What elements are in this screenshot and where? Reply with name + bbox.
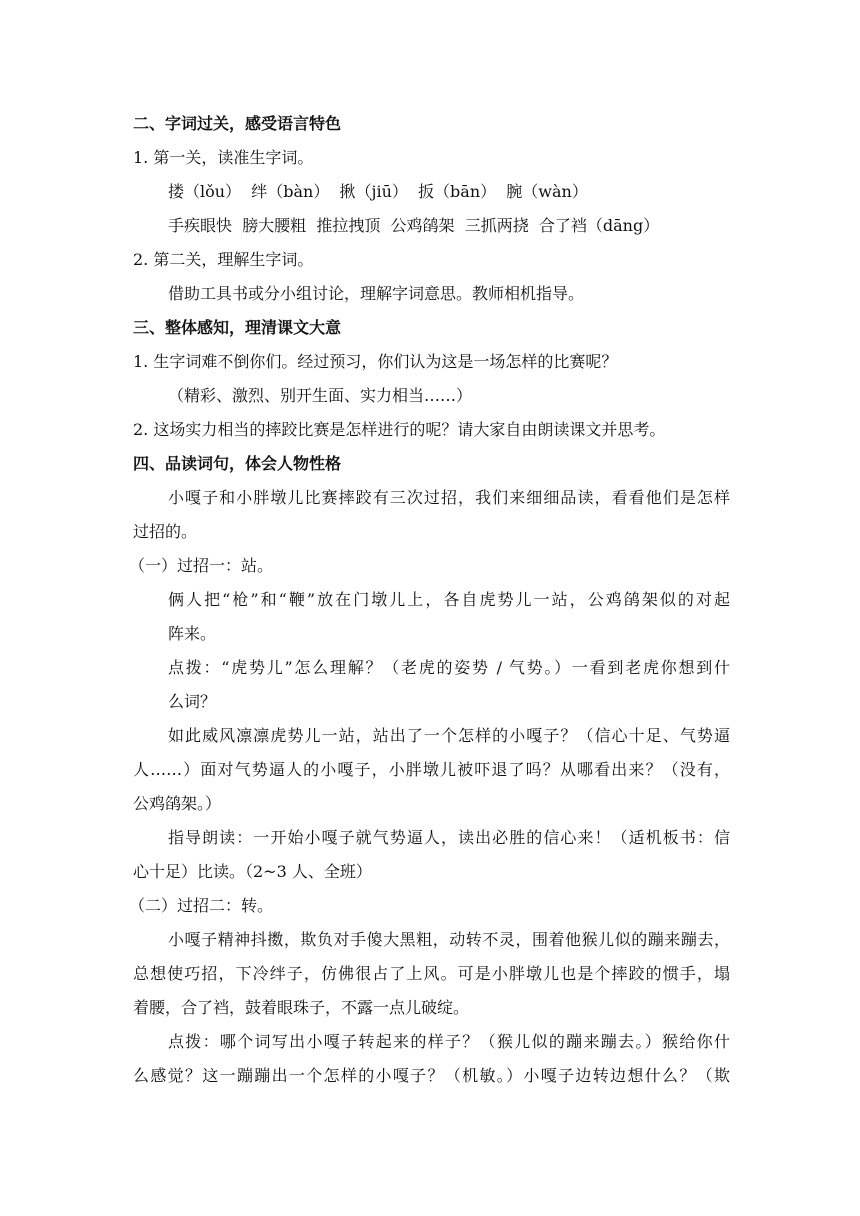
tip-paragraph: 么感觉？这一蹦蹦出一个怎样的小嘎子？（机敏。）小嘎子边转边想什么？（欺 — [133, 1066, 730, 1085]
quote-paragraph: 着腰，合了裆，鼓着眼珠子，不露一点儿破绽。 — [133, 998, 470, 1017]
question-paragraph: 公鸡鹐架。） — [133, 794, 222, 813]
reading-guide: 指导朗读：一开始小嘎子就气势逼人，读出必胜的信心来！（适机板书：信 — [168, 828, 730, 847]
character-list: 搂（lǒu） 绊（bàn） 揪（jiū） 扳（bān） 腕（wàn） — [168, 182, 588, 201]
section-heading-2: 二、字词过关，感受语言特色 — [133, 114, 342, 133]
section-heading-4: 四、品读词句，体会人物性格 — [133, 454, 342, 473]
quote-paragraph: 俩人把“枪”和“鞭”放在门墩儿上，各自虎势儿一站，公鸡鹐架似的对起 — [168, 590, 730, 609]
reading-guide: 心十足）比读。（2~3 人、全班） — [133, 862, 372, 881]
paragraph: 小嘎子和小胖墩儿比赛摔跤有三次过招，我们来细细品读，看看他们是怎样 — [168, 488, 730, 507]
list-item: 2. 第二关，理解生字词。 — [133, 250, 314, 269]
paragraph: 过招的。 — [133, 522, 198, 541]
subsection-title: （二）过招二：转。 — [129, 896, 274, 915]
question-paragraph: 如此威风凛凛虎势儿一站，站出了一个怎样的小嘎子？（信心十足、气势逼 — [168, 726, 730, 745]
quote-paragraph: 阵来。 — [168, 624, 217, 643]
paragraph: 借助工具书或分小组讨论，理解字词意思。教师相机指导。 — [168, 284, 585, 303]
list-item: 1. 第一关，读准生字词。 — [133, 148, 314, 167]
tip-paragraph: 么词？ — [168, 692, 217, 711]
list-item: 2. 这场实力相当的摔跤比赛是怎样进行的呢？请大家自由朗读课文并思考。 — [133, 420, 666, 439]
phrase-list: 手疾眼快 膀大腰粗 推拉拽顶 公鸡鹐架 三抓两挠 合了裆（dāng） — [168, 216, 660, 235]
list-item: 1. 生字词难不倒你们。经过预习，你们认为这是一场怎样的比赛呢？ — [133, 352, 618, 371]
section-heading-3: 三、整体感知，理清课文大意 — [133, 318, 342, 337]
quote-paragraph: 总想使巧招，下冷绊子，仿佛很占了上风。可是小胖墩儿也是个摔跤的惯手，塌 — [133, 964, 730, 983]
tip-paragraph: 点拨：哪个词写出小嘎子转起来的样子？（猴儿似的蹦来蹦去。）猴给你什 — [168, 1032, 730, 1051]
subsection-title: （一）过招一：站。 — [129, 556, 274, 575]
tip-paragraph: 点拨：“虎势儿”怎么理解？（老虎的姿势 / 气势。）一看到老虎你想到什 — [168, 658, 730, 677]
quote-paragraph: 小嘎子精神抖擞，欺负对手傻大黑粗，动转不灵，围着他猴儿似的蹦来蹦去， — [168, 930, 730, 949]
answer-text: （精彩、激烈、别开生面、实力相当……） — [168, 386, 473, 405]
question-paragraph: 人……）面对气势逼人的小嘎子，小胖墩儿被吓退了吗？从哪看出来？（没有， — [133, 760, 730, 779]
